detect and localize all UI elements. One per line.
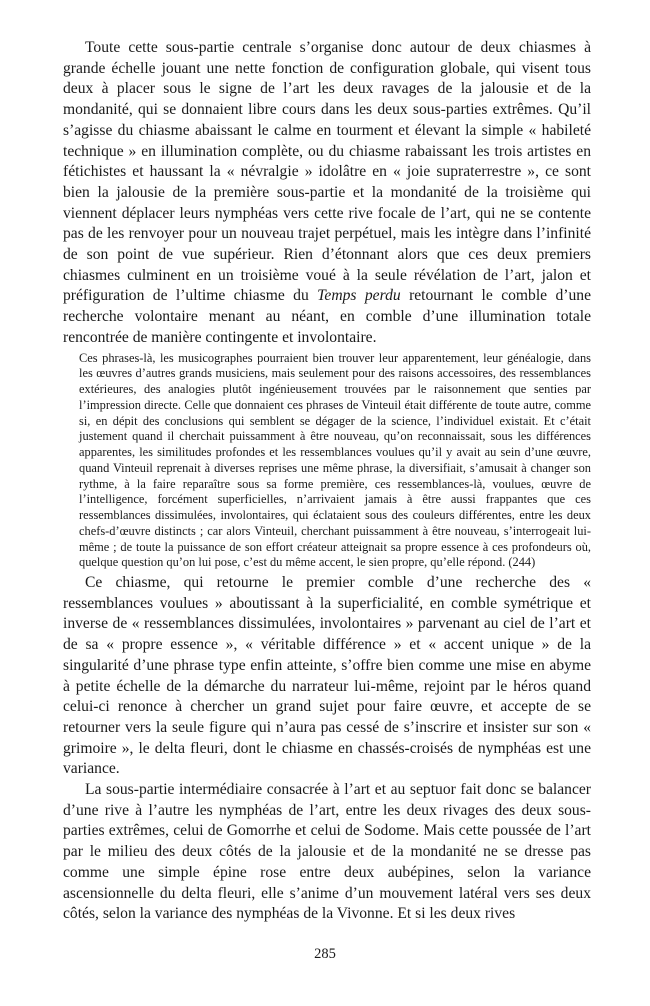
paragraph-1-text: Toute cette sous-partie centrale s’organise donc autour de deux chiasmes à grande échelle jouant une nette fonction de configuration globale, qui visent tous deux à placer sous le signe de l’art les deux ravages de la jalousie et de la mondanité, qui se donnaient libre cours dans les deux sous-parties extrêmes. Qu’il s’agisse du chiasme abaissant le calme en tourment et élevant la simple « habileté technique » en illumination complète, ou du chiasme rabaissant les trois artistes en fétichistes et haussant la « névralgie » idolâtre en « joie supraterrestre », ce sont bien la jalousie de la première sous-partie et la mondanité de la troisième qui viennent déplacer leurs nymphéas vers cette rive focale de l’art, qui ne se contente pas de les renvoyer pour un nouveau trajet perpétuel, mais les intègre dans l’infinité de son point de vue supérieur. Rien d’étonnant alors que ces deux premiers chiasmes culminent en un troisième voué à la seule révélation de l’art, jalon et préfiguration de l’ultime chiasme du xyxy=(63,39,591,305)
paragraph-1-text-end: retournant le comble d’une recherche volontaire menant au néant, en comble d’une illumination totale rencontrée de manière contingente et involontaire. xyxy=(63,287,591,346)
paragraph-1 xyxy=(63,38,591,349)
paragraph-2: Ce chiasme, qui retourne le premier comble d’une recherche des « ressemblances voulues » aboutissant à la superficialité, en comble symétrique et inverse de « ressemblances dissimulées, involontaires » parvenant au ciel de l’art et de sa « propre essence », « véritable différence » et « accent unique » de la singularité d’une phrase type enfin atteinte, s’offre bien comme une mise en abyme à petite échelle de la démarche du narrateur lui-même, rejoint par le héros quand celui-ci renonce à chercher un grand sujet pour faire œuvre, et accepte de se retourner vers la seule figure qui n’aura pas cessé de s’inscrire et insister sur son « grimoire », le delta fleuri, dont le chiasme en chassés-croisés de nymphéas est une variance. xyxy=(63,574,591,778)
paragraph-1-italic-title: Temps perdu xyxy=(317,287,401,305)
paragraph-3: La sous-partie intermédiaire consacrée à l’art et au septuor fait donc se balancer d’une rive à l’autre les nymphéas de l’art, entre les deux rivages des deux sous-parties extrêmes, celui de Gomorrhe et celui de Sodome. Mais cette poussée de l’art par le milieu des deux côtés de la jalousie et de la mondanité ne se dresse pas comme une simple épine rose entre deux aubépines, selon la variance ascensionnelle du delta fleuri, elle s’anime d’un mouvement latéral vers ses deux côtés, selon la variance des nymphéas de la Vivonne. Et si les deux rives xyxy=(63,781,591,923)
page-number: 285 xyxy=(314,946,336,962)
page-body xyxy=(63,38,591,925)
block-quote: Ces phrases-là, les musicographes pourraient bien trouver leur apparentement, leur généalogie, dans les œuvres d’autres grands musiciens, mais seulement pour des raisons accessoires, des ressemblances extérieures, des analogies plutôt ingénieusement trouvées par le raisonnement que senties par l’impression directe. Celle que donnaient ces phrases de Vinteuil était différente de toute autre, comme si, en dépit des conclusions qui semblent se dégager de la science, l’individuel existait. Et c’était justement quand il cherchait puissamment à être nouveau, qu’on reconnaissait, sous les différences apparentes, les similitudes profondes et les ressemblances voulues qu’il y avait au sein d’une œuvre, quand Vinteuil reprenait à diverses reprises une même phrase, la diversifiait, s’amusait à changer son rythme, à la faire reparaître sous sa forme première, ces ressemblances-là, voulues, œuvre de l’intelligence, forcément superficielles, n’arrivaient jamais à être aussi frappantes que ces ressemblances dissimulées, involontaires, qui éclataient sous des couleurs différentes, entre les deux chefs-d’œuvre distincts ; car alors Vinteuil, cherchant puissamment à être nouveau, s’interrogeait lui-même ; de toute la puissance de son effort créateur atteignait sa propre essence à ces profondeurs où, quelque question qu’on lui pose, c’est du même accent, le sien propre, qu’elle répond. (244) xyxy=(79,350,591,570)
